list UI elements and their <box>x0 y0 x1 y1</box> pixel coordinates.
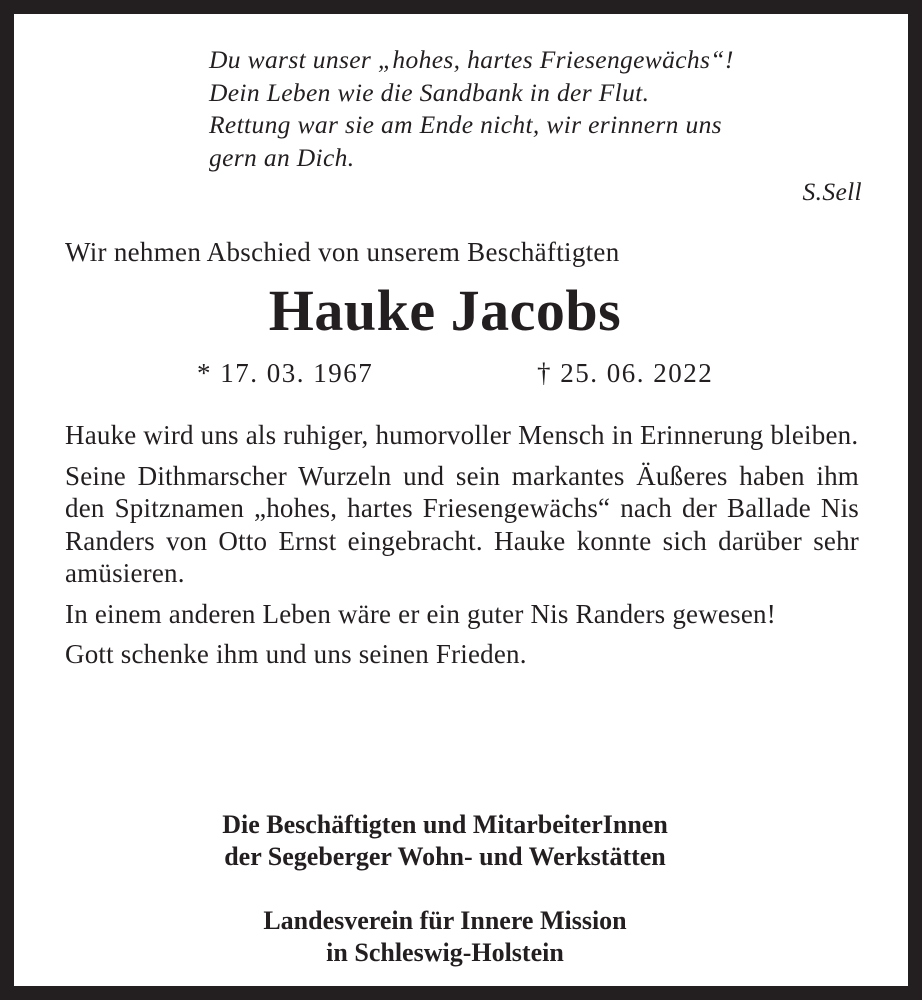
quote-line: Dein Leben wie die Sandbank in der Flut. <box>209 77 650 107</box>
body-paragraph: Gott schenke ihm und uns seinen Frieden. <box>65 639 527 669</box>
body-paragraph: Seine Dithmarscher Wurzeln und sein markantes Äußeres haben ihm den Spitznamen „hohes, hartes Friesengewächs“ nach der Ballade Nis Randers von Otto Ernst eingebracht. Hauke konnte sich darüber sehr amüsieren. <box>65 460 859 588</box>
signature-line: der Segeberger Wohn- und Werkstätten <box>224 842 666 871</box>
birth-date: * 17. 03. 1967 <box>197 358 374 388</box>
farewell-intro: Wir nehmen Abschied von unserem Beschäftigten <box>65 237 620 267</box>
obituary-body <box>65 419 859 679</box>
death-date: † 25. 06. 2022 <box>537 358 714 388</box>
signature-group-association <box>14 905 876 969</box>
mourners-signature <box>14 809 908 969</box>
quote-author: S.Sell <box>802 177 862 206</box>
body-paragraph: Hauke wird uns als ruhiger, humorvoller Mensch in Erinnerung bleiben. <box>65 420 859 450</box>
quote-line: gern an Dich. <box>209 142 355 172</box>
body-paragraph: In einem anderen Leben wäre er ein guter Nis Randers gewesen! <box>65 598 776 629</box>
memorial-quote <box>209 44 874 209</box>
signature-group-employees <box>14 809 876 873</box>
signature-line: in Schleswig-Holstein <box>326 938 564 967</box>
signature-line: Die Beschäftigten und MitarbeiterInnen <box>222 810 668 839</box>
quote-line: Rettung war sie am Ende nicht, wir erinnern uns <box>209 110 722 139</box>
signature-line: Landesverein für Innere Mission <box>263 906 627 935</box>
quote-line: Du warst unser „hohes, hartes Friesengewächs“! <box>209 45 734 74</box>
deceased-name: Hauke Jacobs <box>268 278 622 343</box>
